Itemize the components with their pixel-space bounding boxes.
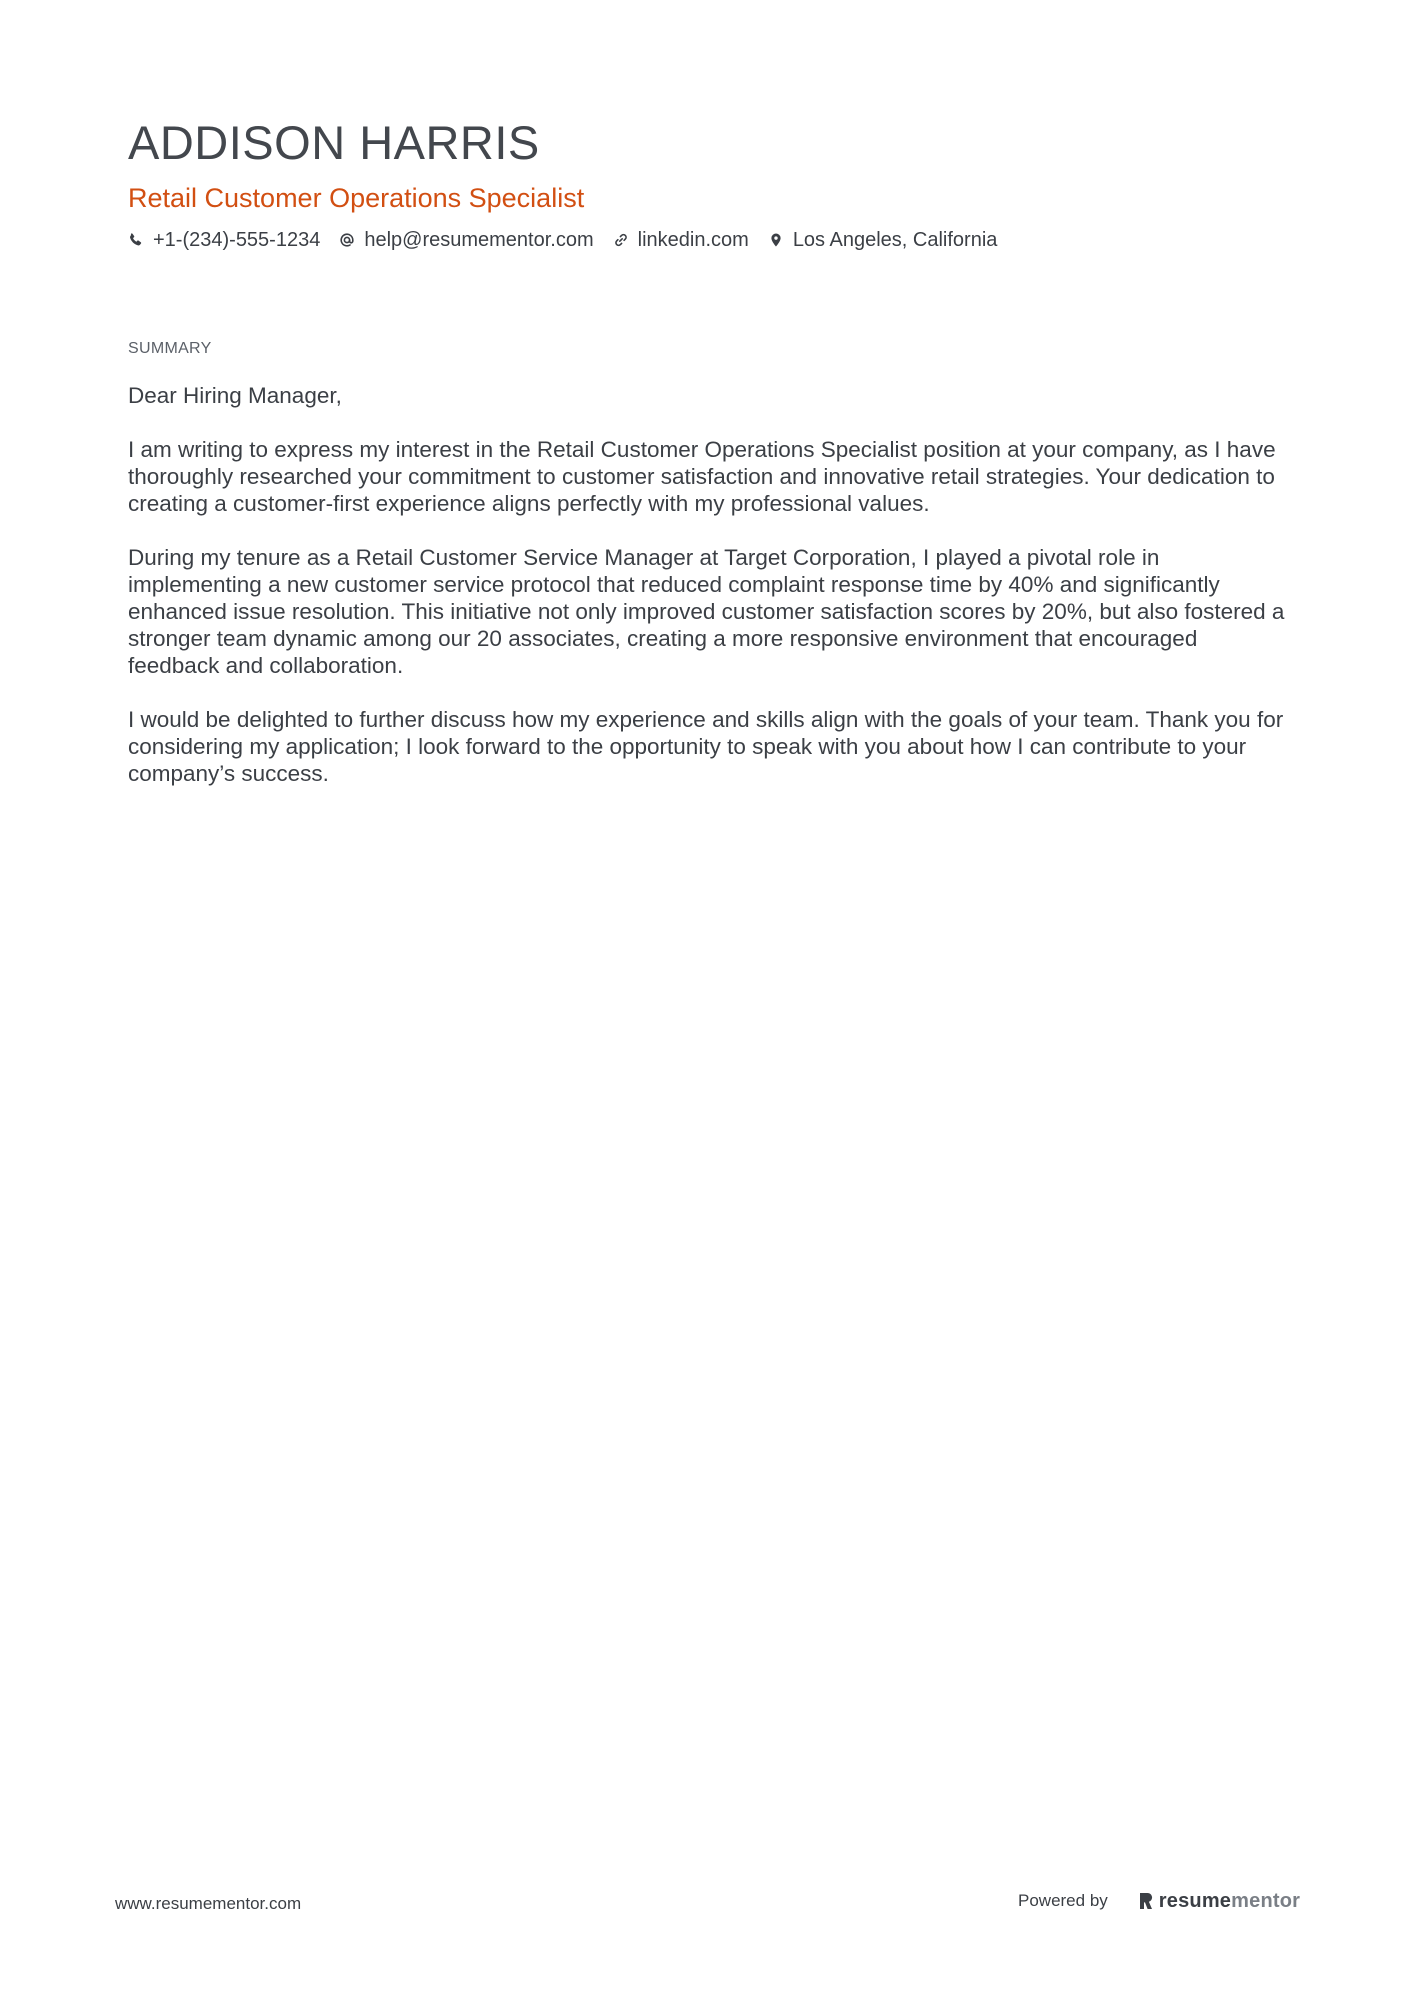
- resumementor-logo-icon: [1138, 1891, 1154, 1911]
- contact-bar: [128, 226, 1016, 254]
- brand-logo[interactable]: [1138, 1890, 1300, 1912]
- letter-body: [128, 382, 1288, 814]
- paragraph-2: During my tenure as a Retail Customer Service Manager at Target Corporation, I played a pivotal role in implementing a new customer service protocol that reduced complaint response time by 40% and significantly enhanced issue resolution. This initiative not only improved customer satisfaction scores by 20%, but also fostered a stronger team dynamic among our 20 associates, creating a more responsive environment that encouraged feedback and collaboration.: [128, 545, 1285, 678]
- email-link[interactable]: help@resumementor.com: [364, 229, 594, 251]
- link-icon: [613, 232, 629, 248]
- job-title: Retail Customer Operations Specialist: [128, 183, 585, 213]
- candidate-name: ADDISON HARRIS: [128, 116, 540, 169]
- footer-branding: [1018, 1890, 1300, 1912]
- salutation: Dear Hiring Manager,: [128, 383, 342, 408]
- contact-website: [613, 226, 749, 254]
- footer-website[interactable]: www.resumementor.com: [115, 1894, 302, 1913]
- location-pin-icon: [768, 232, 784, 248]
- paragraph-3: I would be delighted to further discuss how my experience and skills align with the goals of your team. Thank you for considering my application; I look forward to the opportunity to speak with you about how I can contribute to your company’s success.: [128, 707, 1284, 786]
- contact-phone: [128, 226, 320, 254]
- location-text: Los Angeles, California: [792, 229, 998, 251]
- website-link[interactable]: linkedin.com: [637, 229, 749, 251]
- contact-email: [339, 226, 593, 254]
- paragraph-1: I am writing to express my interest in the Retail Customer Operations Specialist position at your company, as I have thoroughly researched your commitment to customer satisfaction and innovative retail strategies. Your dedication to creating a customer-first experience aligns perfectly with my professional values.: [128, 437, 1276, 516]
- phone-icon: [128, 232, 144, 248]
- brand-part-2: mentor: [1231, 1890, 1301, 1912]
- summary-heading: SUMMARY: [128, 340, 212, 357]
- contact-location: [768, 226, 998, 254]
- phone-text: +1-(234)-555-1234: [153, 229, 321, 251]
- brand-part-1: resume: [1158, 1890, 1232, 1912]
- powered-by-text: Powered by: [1018, 1891, 1108, 1910]
- at-icon: [339, 232, 355, 248]
